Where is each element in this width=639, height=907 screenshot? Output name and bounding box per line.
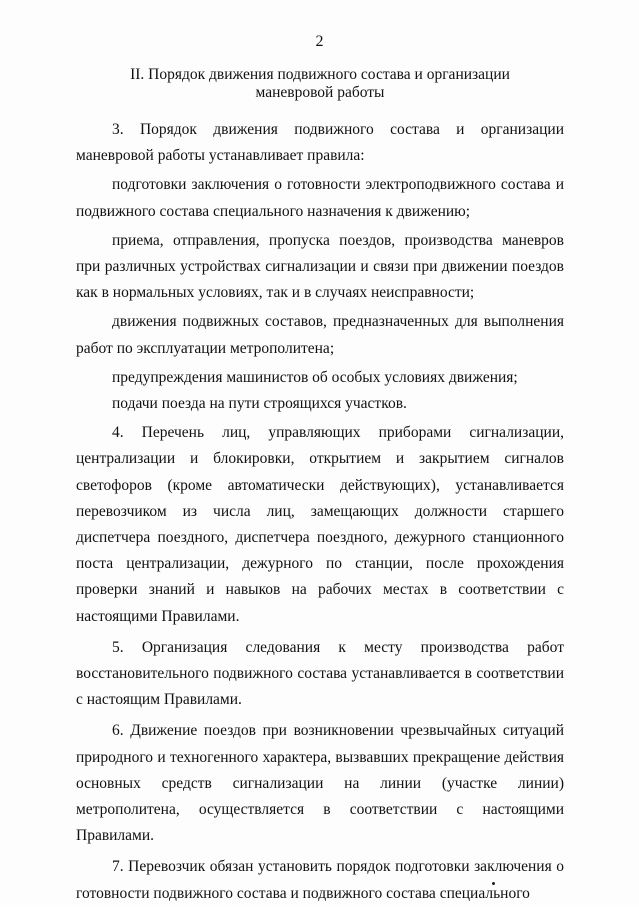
paragraph-5: 5. Организация следования к месту производства работ восстановительного подвижного состава устанавливается в соответствии с настоящим Правилами.: [76, 638, 564, 709]
paragraph-4: 4. Перечень лиц, управляющих приборами сигнализации, централизации и блокировки, открытием и закрытием сигналов светофоров (кроме автоматически действующих), устанавливается перевозчиком из числа лиц, замещающих должности старшего диспетчера поездного, диспетчера поездного, дежурного станционного поста централизации, дежурного по станции, после прохождения проверки знаний и навыков на рабочих местах в соответствии с настоящими Правилами.: [76, 424, 564, 625]
section-heading-line-2: маневровой работы: [255, 84, 385, 101]
paragraph-3-item-2: приема, отправления, пропуска поездов, производства маневров при различных устройствах сигнализации и связи при движении поездов как в нормальных условиях, так и в случаях неисправности;: [76, 231, 564, 302]
page-number: 2: [315, 33, 324, 50]
paragraph-3-item-3: движения подвижных составов, предназначенных для выполнения работ по эксплуатации метрополитена;: [76, 313, 564, 357]
section-heading-line-1: II. Порядок движения подвижного состава и организации: [130, 66, 510, 83]
paragraph-3-item-4: предупреждения машинистов об особых условиях движения;: [112, 368, 518, 386]
paragraph-7: 7. Перевозчик обязан установить порядок подготовки заключения о готовности подвижного состава и подвижного состава специального: [76, 858, 564, 902]
scan-speck: [492, 882, 495, 885]
section-heading: [60, 66, 580, 102]
paragraph-6: 6. Движение поездов при возникновении чрезвычайных ситуаций природного и техногенного характера, вызвавших прекращение действия основных средств сигнализации на линии (участке линии) метрополитена, осуществляется в соответствии с настоящими Правилами.: [76, 722, 564, 845]
paragraph-3-item-5: подачи поезда на пути строящихся участков.: [112, 395, 407, 413]
paragraph-3-intro: 3. Порядок движения подвижного состава и организации маневровой работы устанавливает правила:: [76, 121, 564, 165]
document-body: [76, 117, 564, 907]
paragraph-3-item-1: подготовки заключения о готовности электроподвижного состава и подвижного состава специального назначения к движению;: [76, 176, 564, 220]
